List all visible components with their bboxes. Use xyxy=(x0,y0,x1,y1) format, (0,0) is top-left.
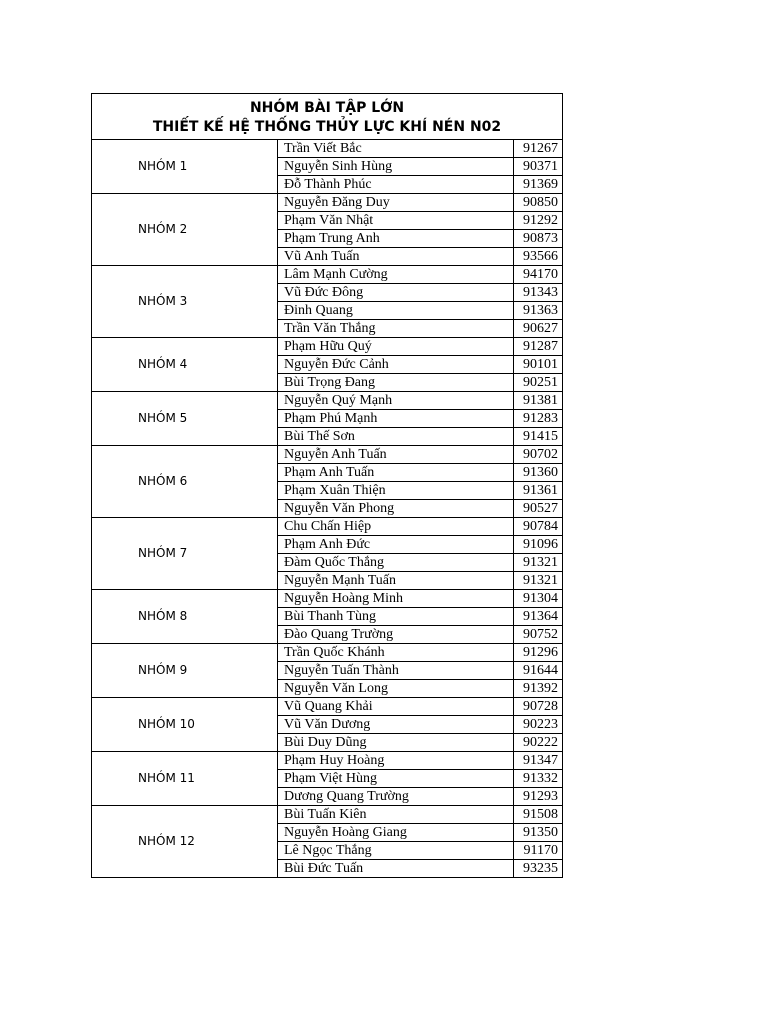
member-id: 90728 xyxy=(514,698,563,716)
member-name: Chu Chấn Hiệp xyxy=(278,518,514,536)
member-name: Phạm Việt Hùng xyxy=(278,770,514,788)
group-label: NHÓM 8 xyxy=(92,590,278,644)
member-name: Bùi Thanh Tùng xyxy=(278,608,514,626)
member-name: Nguyễn Quý Mạnh xyxy=(278,392,514,410)
member-id: 91332 xyxy=(514,770,563,788)
table-row xyxy=(92,446,563,464)
member-id: 91364 xyxy=(514,608,563,626)
group-label: NHÓM 9 xyxy=(92,644,278,698)
group-label: NHÓM 5 xyxy=(92,392,278,446)
member-name: Phạm Xuân Thiện xyxy=(278,482,514,500)
member-id: 90223 xyxy=(514,716,563,734)
member-name: Phạm Huy Hoàng xyxy=(278,752,514,770)
member-name: Trần Văn Thắng xyxy=(278,320,514,338)
member-id: 91321 xyxy=(514,554,563,572)
member-id: 90101 xyxy=(514,356,563,374)
table-row xyxy=(92,518,563,536)
member-name: Bùi Thế Sơn xyxy=(278,428,514,446)
member-id: 91347 xyxy=(514,752,563,770)
member-id: 90784 xyxy=(514,518,563,536)
member-id: 91096 xyxy=(514,536,563,554)
group-label: NHÓM 6 xyxy=(92,446,278,518)
table-row xyxy=(92,644,563,662)
member-id: 91415 xyxy=(514,428,563,446)
table-row xyxy=(92,698,563,716)
table-row xyxy=(92,590,563,608)
group-label: NHÓM 1 xyxy=(92,140,278,194)
member-id: 91363 xyxy=(514,302,563,320)
member-name: Nguyễn Hoàng Minh xyxy=(278,590,514,608)
member-name: Đinh Quang xyxy=(278,302,514,320)
title-line-2: THIẾT KẾ HỆ THỐNG THỦY LỰC KHÍ NÉN N02 xyxy=(152,118,502,135)
title-row xyxy=(92,94,563,140)
group-label: NHÓM 10 xyxy=(92,698,278,752)
member-id: 91392 xyxy=(514,680,563,698)
member-id: 91381 xyxy=(514,392,563,410)
group-label: NHÓM 2 xyxy=(92,194,278,266)
member-name: Nguyễn Đăng Duy xyxy=(278,194,514,212)
member-name: Phạm Văn Nhật xyxy=(278,212,514,230)
member-name: Phạm Phú Mạnh xyxy=(278,410,514,428)
member-id: 91292 xyxy=(514,212,563,230)
member-id: 91321 xyxy=(514,572,563,590)
member-name: Trần Viết Bắc xyxy=(278,140,514,158)
member-name: Bùi Duy Dũng xyxy=(278,734,514,752)
group-label: NHÓM 12 xyxy=(92,806,278,878)
member-id: 91360 xyxy=(514,464,563,482)
member-name: Phạm Anh Tuấn xyxy=(278,464,514,482)
member-name: Vũ Đức Đông xyxy=(278,284,514,302)
table-row xyxy=(92,194,563,212)
member-id: 91170 xyxy=(514,842,563,860)
member-name: Nguyễn Hoàng Giang xyxy=(278,824,514,842)
member-name: Bùi Tuấn Kiên xyxy=(278,806,514,824)
member-id: 91296 xyxy=(514,644,563,662)
member-name: Nguyễn Tuấn Thành xyxy=(278,662,514,680)
table-row xyxy=(92,266,563,284)
member-name: Đàm Quốc Thắng xyxy=(278,554,514,572)
group-table-body xyxy=(92,94,563,878)
member-name: Nguyễn Đức Cảnh xyxy=(278,356,514,374)
member-name: Vũ Văn Dương xyxy=(278,716,514,734)
member-id: 91267 xyxy=(514,140,563,158)
member-id: 93566 xyxy=(514,248,563,266)
member-id: 90702 xyxy=(514,446,563,464)
member-name: Bùi Đức Tuấn xyxy=(278,860,514,878)
member-name: Nguyễn Văn Long xyxy=(278,680,514,698)
member-id: 90627 xyxy=(514,320,563,338)
table-row xyxy=(92,392,563,410)
table-row xyxy=(92,338,563,356)
member-id: 91293 xyxy=(514,788,563,806)
member-id: 91287 xyxy=(514,338,563,356)
member-name: Đào Quang Trường xyxy=(278,626,514,644)
table-row xyxy=(92,806,563,824)
member-id: 91283 xyxy=(514,410,563,428)
member-id: 91361 xyxy=(514,482,563,500)
document-title xyxy=(92,94,563,140)
member-name: Dương Quang Trường xyxy=(278,788,514,806)
member-id: 90850 xyxy=(514,194,563,212)
member-name: Nguyễn Văn Phong xyxy=(278,500,514,518)
member-id: 91644 xyxy=(514,662,563,680)
member-id: 91343 xyxy=(514,284,563,302)
member-name: Phạm Hữu Quý xyxy=(278,338,514,356)
group-label: NHÓM 7 xyxy=(92,518,278,590)
member-id: 90527 xyxy=(514,500,563,518)
member-id: 91350 xyxy=(514,824,563,842)
group-label: NHÓM 11 xyxy=(92,752,278,806)
group-table xyxy=(91,93,563,878)
member-id: 91508 xyxy=(514,806,563,824)
member-name: Nguyễn Sinh Hùng xyxy=(278,158,514,176)
member-name: Đỗ Thành Phúc xyxy=(278,176,514,194)
member-name: Phạm Anh Đức xyxy=(278,536,514,554)
member-name: Trần Quốc Khánh xyxy=(278,644,514,662)
group-label: NHÓM 3 xyxy=(92,266,278,338)
member-name: Nguyễn Mạnh Tuấn xyxy=(278,572,514,590)
member-id: 94170 xyxy=(514,266,563,284)
table-row xyxy=(92,752,563,770)
member-id: 90752 xyxy=(514,626,563,644)
title-line-1: NHÓM BÀI TẬP LỚN xyxy=(249,99,405,116)
member-name: Nguyễn Anh Tuấn xyxy=(278,446,514,464)
member-name: Phạm Trung Anh xyxy=(278,230,514,248)
member-name: Lê Ngọc Thắng xyxy=(278,842,514,860)
member-name: Vũ Anh Tuấn xyxy=(278,248,514,266)
table-row xyxy=(92,140,563,158)
member-id: 90251 xyxy=(514,374,563,392)
member-id: 90222 xyxy=(514,734,563,752)
member-id: 90873 xyxy=(514,230,563,248)
member-name: Vũ Quang Khải xyxy=(278,698,514,716)
member-id: 91304 xyxy=(514,590,563,608)
member-id: 93235 xyxy=(514,860,563,878)
member-name: Lâm Mạnh Cường xyxy=(278,266,514,284)
member-id: 90371 xyxy=(514,158,563,176)
group-label: NHÓM 4 xyxy=(92,338,278,392)
member-name: Bùi Trọng Đang xyxy=(278,374,514,392)
member-id: 91369 xyxy=(514,176,563,194)
